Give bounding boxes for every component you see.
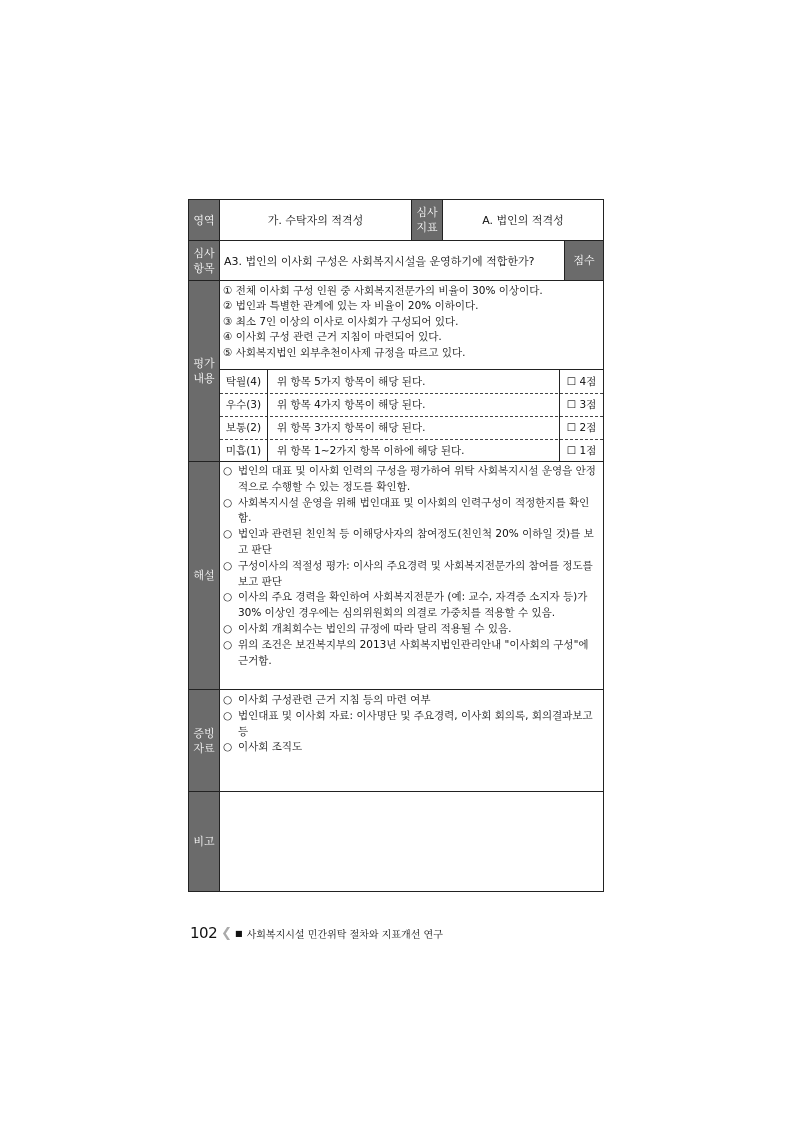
grade-row — [220, 416, 603, 440]
bullet-icon: ○ — [223, 622, 233, 635]
bullet-icon: ○ — [223, 465, 233, 477]
bullet-icon: ○ — [223, 496, 233, 509]
grade-row — [220, 439, 603, 461]
grade-score-checkbox[interactable]: ☐ 3점 — [559, 393, 603, 416]
grade-score-checkbox[interactable]: ☐ 1점 — [559, 439, 603, 461]
page-footer — [190, 924, 443, 942]
bullet-icon: ○ — [223, 709, 233, 722]
item-header: 심사 항목 — [189, 241, 220, 280]
grade-label: 탁월(4) — [220, 370, 268, 393]
commentary-list — [220, 462, 603, 689]
square-bullet-icon: ■ — [235, 928, 243, 938]
grade-description: 위 항목 5가지 항목이 해당 된다. — [277, 376, 426, 388]
evaluation-header: 평가 내용 — [189, 281, 220, 461]
indicator-header: 심사 지표 — [411, 200, 443, 240]
chevron-left-icon: ❮ — [221, 925, 233, 941]
criterion: ① 전체 이사회 구성 인원 중 사회복지전문가의 비율이 30% 이상이다. — [223, 285, 543, 297]
bullet-icon: ○ — [223, 528, 233, 541]
domain-row — [189, 200, 603, 241]
list-item: ○ 구성이사의 적절성 평가: 이사의 주요경력 및 사회복지전문가의 참여를 정도를 보고 판단 — [223, 559, 599, 591]
bullet-icon: ○ — [223, 638, 233, 651]
grade-score-checkbox[interactable]: ☐ 4점 — [559, 370, 603, 393]
grade-label: 우수(3) — [220, 393, 268, 416]
grade-description: 위 항목 3가지 항목이 해당 된다. — [277, 422, 426, 434]
criteria-list — [220, 281, 603, 370]
remarks-header: 비고 — [189, 792, 220, 891]
list-item: ○ 이사회 구성관련 근거 지침 등의 마련 여부 — [223, 693, 599, 709]
domain-value: 가. 수탁자의 적격성 — [267, 214, 364, 227]
commentary-header: 해설 — [189, 462, 220, 689]
domain-header: 영역 — [189, 200, 220, 240]
bullet-icon: ○ — [223, 694, 233, 706]
list-item: ○ 법인대표 및 이사회 자료: 이사명단 및 주요경력, 이사회 회의록, 회의결과보고 등 — [223, 709, 599, 741]
remarks-row — [189, 792, 603, 891]
grade-description: 위 항목 4가지 항목이 해당 된다. — [277, 399, 426, 411]
remarks-content — [220, 792, 603, 891]
item-value: A3. 법인의 이사회 구성은 사회복지시설을 운영하기에 적합한가? — [224, 254, 535, 268]
list-item: ○ 이사회 개최회수는 법인의 규정에 따라 달리 적용될 수 있음. — [223, 622, 599, 638]
grade-label: 보통(2) — [220, 416, 268, 439]
evidence-header: 증빙 자료 — [189, 690, 220, 791]
bullet-icon: ○ — [223, 741, 233, 754]
evidence-row — [189, 690, 603, 792]
list-item: ○ 사회복지시설 운영을 위해 법인대표 및 이사회의 인력구성이 적정한지를 확인함. — [223, 496, 599, 528]
commentary-row — [189, 462, 603, 690]
grade-row — [220, 393, 603, 417]
bullet-icon: ○ — [223, 559, 233, 572]
indicator-value: A. 법인의 적격성 — [482, 214, 564, 227]
evidence-list — [220, 690, 603, 791]
list-item: ○ 위의 조건은 보건복지부의 2013년 사회복지법인관리안내 "이사회의 구성"에 근거함. — [223, 638, 599, 670]
page-number: 102 — [190, 924, 218, 942]
evaluation-row — [189, 281, 603, 462]
list-item: ○ 이사의 주요 경력을 확인하여 사회복지전문가 (예: 교수, 자격증 소지자 등)가 30% 이상인 경우에는 심의위원회의 의결로 가중치를 적용할 수 있음. — [223, 590, 599, 622]
list-item: ○ 법인과 관련된 친인척 등 이해당사자의 참여정도(친인척 20% 이하일 것)를 보고 판단 — [223, 527, 599, 559]
footer-title: 사회복지시설 민간위탁 절차와 지표개선 연구 — [246, 929, 443, 941]
criterion: ② 법인과 특별한 관계에 있는 자 비율이 20% 이하이다. — [223, 300, 479, 313]
criterion: ⑤ 사회복지법인 외부추천이사제 규정을 따르고 있다. — [223, 346, 466, 359]
grade-row — [220, 370, 603, 394]
list-item: ○ 이사회 조직도 — [223, 740, 599, 756]
bullet-icon: ○ — [223, 591, 233, 604]
grade-table — [220, 369, 603, 461]
criterion: ③ 최소 7인 이상의 이사로 이사회가 구성되어 있다. — [223, 315, 459, 328]
list-item: ○ 법인의 대표 및 이사회 인력의 구성을 평가하여 위탁 사회복지시설 운영을 안정적으로 수행할 수 있는 정도를 확인함. — [223, 464, 599, 496]
grade-score-checkbox[interactable]: ☐ 2점 — [559, 416, 603, 439]
criterion: ④ 이사회 구성 관련 근거 지침이 마련되어 있다. — [223, 331, 442, 344]
grade-description: 위 항목 1~2가지 항목 이하에 해당 된다. — [277, 444, 465, 457]
item-row — [189, 241, 603, 281]
score-header: 점수 — [564, 241, 603, 280]
grade-label: 미흡(1) — [220, 439, 268, 461]
evaluation-table — [188, 199, 604, 892]
